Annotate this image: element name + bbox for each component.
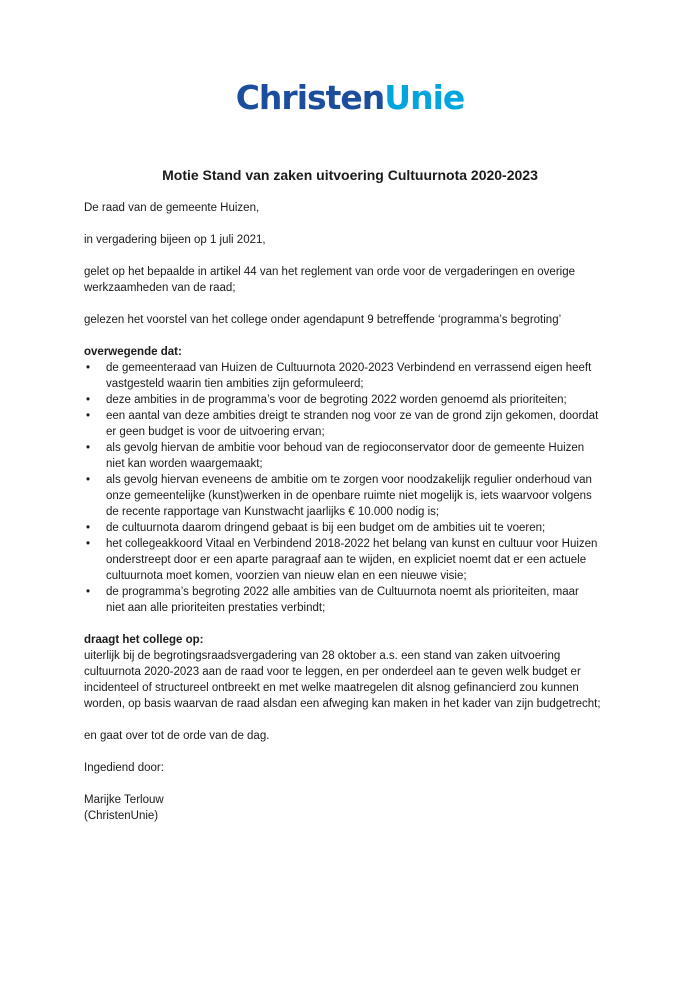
logo-part-unie: Unie <box>384 78 465 117</box>
bullet-icon: • <box>86 394 91 406</box>
logo-part-christen: Christen <box>235 78 385 117</box>
bullet-icon: • <box>86 538 91 550</box>
list-item: • de programma’s begroting 2022 alle ambities van de Cultuurnota noemt als prioriteiten, maar niet aan alle prioriteiten prestaties verbindt; <box>86 586 579 614</box>
list-item: • deze ambities in de programma’s voor de begroting 2022 worden genoemd als prioriteiten; <box>86 394 567 406</box>
closing-line: en gaat over tot de orde van de dag. <box>84 730 270 742</box>
meeting-date-line: in vergadering bijeen op 1 juli 2021, <box>84 234 266 246</box>
submitted-by-label: Ingediend door: <box>84 762 164 774</box>
list-item: • als gevolg hiervan eveneens de ambitie om te zorgen voor noodzakelijk regulier onderhoud van onze gemeentelijke (kunst)werken in de openbare ruimte niet mogelijk is, iets waarvoor volgens de recente rapportage van Kunstwacht jaarlijks € 10.000 nodig is; <box>86 474 592 518</box>
bullet-icon: • <box>86 522 91 534</box>
proposal-line: gelezen het voorstel van het college onder agendapunt 9 betreffende ‘programma’s begroting’ <box>84 314 562 326</box>
instruction-text: uiterlijk bij de begrotingsraadsvergadering van 28 oktober a.s. een stand van zaken uitvoering cultuurnota 2020-2023 aan de raad voor te leggen, en per onderdeel aan te geven welk budget er incidenteel of structureel ontbreekt en met welke maatregelen dit alsnog gefinancierd zou kunnen worden, op basis waarvan de raad alsdan een afweging kan maken in het kader van zijn budgetrecht; <box>84 650 601 710</box>
list-item: • een aantal van deze ambities dreigt te stranden nog voor ze van de grond zijn gekomen, doordat er geen budget is voor de uitvoering ervan; <box>86 410 599 438</box>
bullet-icon: • <box>86 474 91 486</box>
rules-reference-line: gelet op het bepaalde in artikel 44 van het reglement van orde voor de vergaderingen en overige werkzaamheden van de raad; <box>84 266 576 294</box>
considerations-heading: overwegende dat: <box>84 346 182 358</box>
instruction-heading: draagt het college op: <box>84 634 204 646</box>
motion-body <box>84 200 644 824</box>
bullet-icon: • <box>86 362 91 374</box>
list-item: • de gemeenteraad van Huizen de Cultuurnota 2020-2023 Verbindend en verrassend eigen heeft vastgesteld waarin tien ambities zijn geformuleerd; <box>86 362 592 390</box>
motion-title: Motie Stand van zaken uitvoering Cultuurnota 2020-2023 <box>162 167 538 183</box>
bullet-icon: • <box>86 586 91 598</box>
considerations-list <box>84 360 644 616</box>
bullet-icon: • <box>86 410 91 422</box>
christenunie-logo <box>0 78 700 118</box>
bullet-icon: • <box>86 442 91 454</box>
submitter-party: (ChristenUnie) <box>84 810 159 822</box>
list-item: • de cultuurnota daarom dringend gebaat is bij een budget om de ambities uit te voeren; <box>86 522 546 534</box>
submitter-name: Marijke Terlouw <box>84 794 164 806</box>
list-item: • het collegeakkoord Vitaal en Verbindend 2018-2022 het belang van kunst en cultuur voor Huizen onderstreept door er een aparte paragraaf aan te wijden, en expliciet noemt dat er een actuele cultuurnota moet komen, voorzien van nieuw elan en een nieuwe visie; <box>86 538 598 582</box>
council-line: De raad van de gemeente Huizen, <box>84 202 260 214</box>
list-item: • als gevolg hiervan de ambitie voor behoud van de regioconservator door de gemeente Huizen niet kan worden waargemaakt; <box>86 442 585 470</box>
